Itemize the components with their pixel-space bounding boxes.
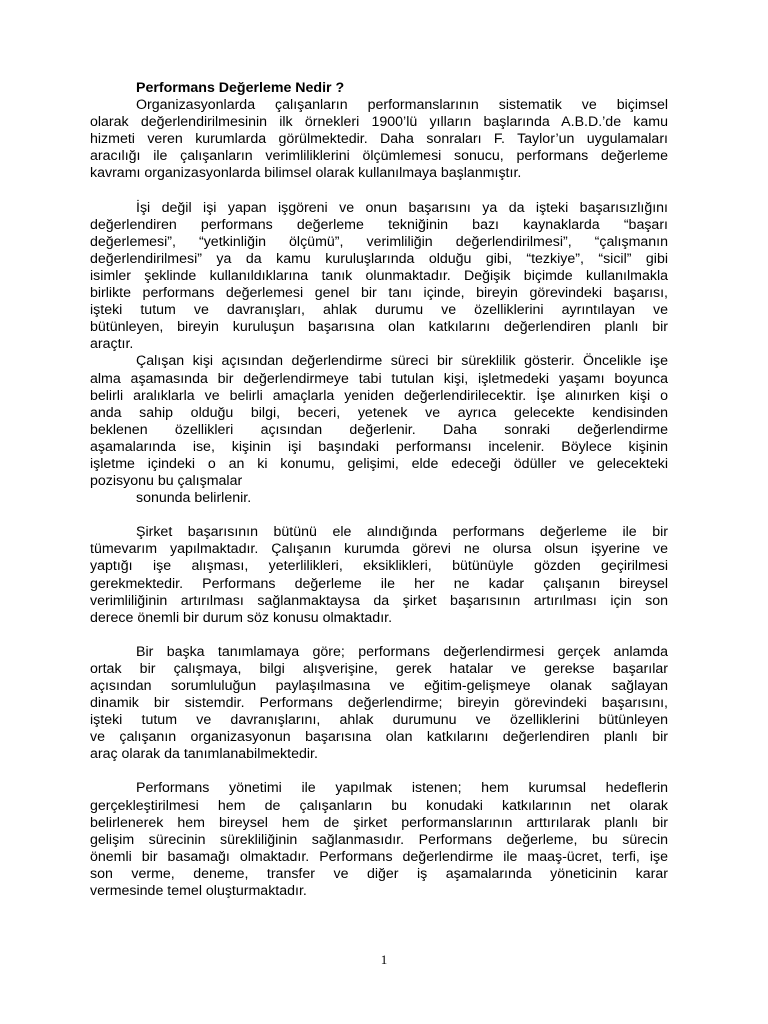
text-line: önemli bir basamağı olmaktadır. Performans değerlendirme ile maaş-ücret, terfi, işe bbox=[90, 848, 668, 865]
text-line: gerekmektedir. Performans değerleme ile her ne kadar çalışanın bireysel bbox=[90, 575, 668, 592]
text-line: kavramı organizasyonlarda bilimsel olarak kullanılmaya başlanmıştır. bbox=[90, 165, 522, 182]
text-line: ortak bir çalışmaya, bilgi alışverişine, gerek hatalar ve gerekse başarılar bbox=[90, 660, 668, 677]
text-line: Şirket başarısının bütünü ele alındığında performans değerleme ile bir bbox=[136, 524, 668, 541]
text-line: İşi değil işi yapan işgöreni ve onun başarısını ya da işteki başarısızlığını bbox=[136, 199, 668, 216]
text-line: derece önemli bir durum söz konusu olmaktadır. bbox=[90, 609, 393, 626]
paragraph bbox=[90, 780, 668, 900]
paragraph-gap bbox=[90, 183, 668, 200]
text-line: yaptığı işe alışması, yeterlilikleri, eksiklikleri, bütünüyle gözden geçirilmesi bbox=[90, 558, 668, 575]
text-line: aracılığı ile çalışanların verimliliklerini ölçümlemesi sonucu, performans değerleme bbox=[90, 148, 668, 165]
page-number: 1 bbox=[380, 952, 388, 967]
paragraph-gap bbox=[90, 763, 668, 780]
text-line: alma aşamasında bir değerlendirmeye tabi tutulan kişi, işletmedeki yaşamı boyunca bbox=[90, 370, 668, 387]
text-line: birlikte performans değerlemesi genel bir tanı içinde, bireyin görevindeki başarısı, bbox=[90, 285, 668, 302]
text-line: işteki tutum ve davranışları, ahlak durumu ve özelliklerini ayrıntılayan ve bbox=[90, 302, 668, 319]
paragraph-gap bbox=[90, 507, 668, 524]
paragraph-gap bbox=[90, 627, 668, 644]
text-line: araç olarak da tanımlanabilmektedir. bbox=[90, 746, 318, 763]
paragraph bbox=[90, 353, 668, 507]
text-line: pozisyonu bu çalışmalar bbox=[90, 473, 243, 490]
text-line: verimliliğinin artırılması sağlanmaktaysa da şirket başarısının artırılması için son bbox=[90, 592, 668, 609]
text-line: olarak değerlendirilmesinin ilk örnekleri 1900’lü yılların başlarında A.B.D.’de kamu bbox=[90, 114, 668, 131]
text-line: değerlendiren performans değerleme tekniğinin bazı kaynaklarda “başarı bbox=[90, 216, 668, 233]
text-line: gelişim sürecinin sürekliliğinin sağlanmasıdır. Performans değerleme, bu sürecin bbox=[90, 831, 668, 848]
paragraph bbox=[90, 200, 668, 354]
text-line: işletme içindeki o an ki konumu, gelişimi, elde edeceği ödüller ve gelecekteki bbox=[90, 455, 668, 472]
text-line: Çalışan kişi açısından değerlendirme süreci bir süreklilik gösterir. Öncelikle işe bbox=[136, 353, 668, 370]
paragraph-list bbox=[90, 97, 668, 900]
text-line: açısından sorumluluğun paylaşılmasına ve eğitim-gelişmeye olanak sağlayan bbox=[90, 678, 668, 694]
text-line: son verme, deneme, transfer ve diğer iş aşamalarında yöneticinin karar bbox=[90, 865, 668, 882]
text-line: tümevarım yapılmaktadır. Çalışanın kurumda görevi ne olursa olsun işyerine ve bbox=[90, 541, 668, 558]
text-line: araçtır. bbox=[90, 336, 134, 353]
text-line: anda sahip olduğu bilgi, beceri, yetenek ve ayrıca gelecekte kendisinden bbox=[90, 404, 668, 421]
text-line: Bir başka tanımlamaya göre; performans değerlendirmesi gerçek anlamda bbox=[136, 643, 668, 660]
text-line: Organizasyonlarda çalışanların performanslarının sistematik ve biçimsel bbox=[136, 97, 668, 114]
text-line: sonunda belirlenir. bbox=[136, 490, 252, 507]
paragraph bbox=[90, 97, 668, 182]
text-line: dinamik bir sistemdir. Performans değerlendirme; bireyin görevindeki başarısını, bbox=[90, 695, 668, 712]
text-line: aşamalarında ise, kişinin işi başındaki performansı incelenir. Böylece kişinin bbox=[90, 438, 668, 455]
document-title: Performans Değerleme Nedir ? bbox=[136, 80, 345, 96]
text-line: belirlenerek hem bireysel hem de şirket performanslarının arttırılarak planlı bir bbox=[90, 814, 668, 831]
text-line: değerlendirilmesi” ya da kamu kuruluşlarında olduğu gibi, “tezkiye”, “sicil” gibi bbox=[90, 250, 668, 267]
text-line: değerlemesi”, “yetkinliğin ölçümü”, verimliliğin değerlendirilmesi”, “çalışmanın bbox=[90, 233, 668, 250]
text-line: işteki tutum ve davranışlarını, ahlak durumunu ve özelliklerini bütünleyen bbox=[90, 712, 668, 729]
text-line: vermesinde temel oluşturmaktadır. bbox=[90, 883, 307, 900]
text-line: Performans yönetimi ile yapılmak istenen; hem kurumsal hedeflerin bbox=[136, 780, 668, 797]
text-line: bütünleyen, bireyin kuruluşun başarısına olan katkılarını değerlendiren planlı bir bbox=[90, 319, 668, 336]
paragraph bbox=[90, 524, 668, 627]
text-line: isimler şeklinde kullanıldıklarına tanık olunmaktadır. Değişik biçimde kullanılmakla bbox=[90, 267, 668, 284]
text-line: hizmeti veren kurumlarda görülmektedir. Daha sonraları F. Taylor’un uygulamaları bbox=[90, 131, 668, 148]
text-line: gerçekleştirilmesi hem de çalışanların bu konudaki katkılarının net olarak bbox=[90, 797, 668, 814]
text-line: ve çalışanın organizasyonun başarısına olan katkılarını değerlendiren planlı bir bbox=[90, 729, 668, 746]
text-line: beklenen özellikleri açısından değerlenir. Daha sonraki değerlendirme bbox=[90, 421, 668, 438]
document-body bbox=[90, 80, 668, 900]
paragraph bbox=[90, 644, 668, 764]
text-line: belirli aralıklarla ve belirli amaçlarla yeniden değerlendirilecektir. İşe alınırken kişi o bbox=[90, 387, 668, 404]
